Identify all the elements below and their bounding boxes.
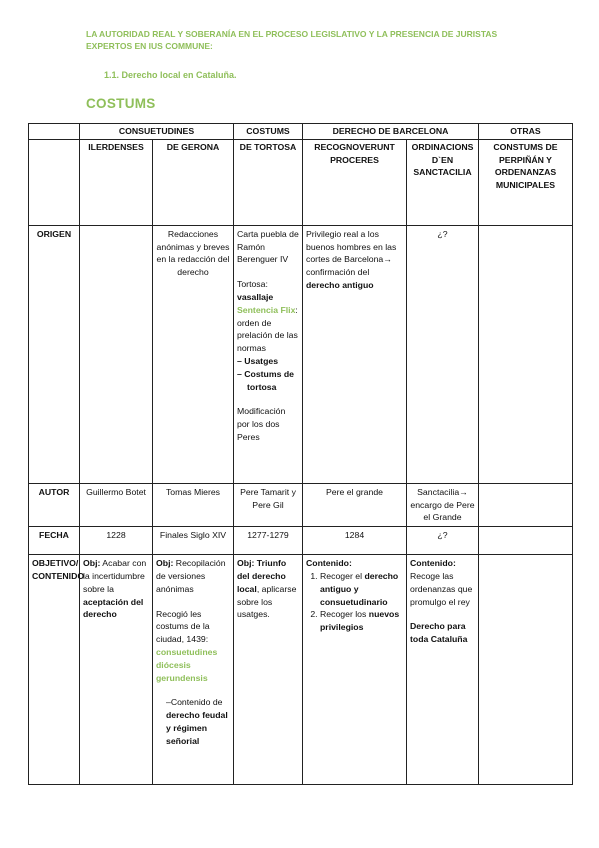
list-item: – Usatges bbox=[237, 355, 279, 366]
row-label-fecha: FECHA bbox=[29, 527, 80, 555]
ordinacions-contenido-heading: Contenido: bbox=[410, 558, 456, 569]
tortosa-carta-puebla: Carta puebla de Ramón Berenguer IV bbox=[237, 228, 299, 265]
cell-fecha-recognoverunt: 1284 bbox=[303, 527, 407, 555]
gerona-obj: Obj: Recopilación de versiones anónimas bbox=[156, 558, 226, 594]
empty-row-label bbox=[29, 139, 80, 225]
gerona-contenido: –Contenido de derecho feudal y régimen señorial bbox=[166, 697, 228, 746]
cell-fecha-tortosa: 1277-1279 bbox=[234, 527, 303, 555]
group-otras: OTRAS bbox=[479, 124, 573, 140]
document-title: LA AUTORIDAD REAL Y SOBERANÍA EN EL PROCESO LEGISLATIVO Y LA PRESENCIA DE JURISTAS EXPERTOS EN IUS COMMUNE: bbox=[86, 29, 498, 51]
col-tortosa: DE TORTOSA bbox=[234, 139, 303, 225]
row-origen bbox=[29, 225, 573, 483]
list-item: 1. Recoger el derecho antiguo y consuetudinario bbox=[320, 570, 403, 608]
cell-fecha-ilerdenses: 1228 bbox=[80, 527, 153, 555]
section-heading: COSTUMS bbox=[86, 96, 156, 111]
cell-objetivo-tortosa: Obj: Triunfo del derecho local, aplicarse sobre los usatges. bbox=[234, 555, 303, 785]
col-recognoverunt: RECOGNOVERUNT PROCERES bbox=[303, 139, 407, 225]
gerona-recopilacion: Recogió les costums de la ciudad, 1439: consuetudines diócesis gerundensis bbox=[156, 608, 218, 683]
recognoverunt-contenido-list bbox=[306, 570, 403, 634]
ordinacions-recoge: Recoge las ordenanzas que promulgo el rey bbox=[410, 570, 473, 607]
row-label-objetivo: OBJETIVO/ CONTENIDO bbox=[29, 555, 80, 785]
cell-autor-tortosa: Pere Tamarit y Pere Gil bbox=[234, 483, 303, 526]
cell-objetivo-ilerdenses: Obj: Acabar con la incertidumbre sobre la aceptación del derecho bbox=[80, 555, 153, 785]
row-objetivo bbox=[29, 555, 573, 785]
cell-origen-ilerdenses bbox=[80, 225, 153, 483]
row-fecha bbox=[29, 527, 573, 555]
cell-origen-recognoverunt: Privilegio real a los buenos hombres en las cortes de Barcelona→ confirmación del derecho antiguo bbox=[303, 225, 407, 483]
cell-autor-recognoverunt: Pere el grande bbox=[303, 483, 407, 526]
cell-autor-gerona: Tomas Mieres bbox=[153, 483, 234, 526]
cell-autor-ordinacions: Sanctacilia→ encargo de Pere el Grande bbox=[407, 483, 479, 526]
cell-objetivo-ordinacions bbox=[407, 555, 479, 785]
tortosa-modificacion: Modificación por los dos Peres bbox=[237, 406, 286, 442]
recognoverunt-contenido-heading: Contenido: bbox=[306, 558, 352, 569]
col-ilerdenses: ILERDENSES bbox=[80, 139, 153, 225]
col-perpinan: CONSTUMS DE PERPIÑÁN Y ORDENANZAS MUNICIPALES bbox=[479, 139, 573, 225]
row-autor bbox=[29, 483, 573, 526]
cell-autor-ilerdenses: Guillermo Botet bbox=[80, 483, 153, 526]
list-item: – Costums de tortosa bbox=[237, 368, 294, 392]
cell-fecha-perpinan bbox=[479, 527, 573, 555]
row-label-origen: ORIGEN bbox=[29, 225, 80, 483]
group-consuetudines: CONSUETUDINES bbox=[80, 124, 234, 140]
cell-objetivo-perpinan bbox=[479, 555, 573, 785]
empty-corner-cell bbox=[29, 124, 80, 140]
row-label-autor: AUTOR bbox=[29, 483, 80, 526]
col-gerona: DE GERONA bbox=[153, 139, 234, 225]
group-barcelona: DERECHO DE BARCELONA bbox=[303, 124, 479, 140]
cell-autor-perpinan bbox=[479, 483, 573, 526]
tortosa-prelacion-list bbox=[237, 355, 299, 393]
group-header-row bbox=[29, 124, 573, 140]
col-ordinacions: ORDINACIONS D`EN SANCTACILIA bbox=[407, 139, 479, 225]
group-costums: COSTUMS bbox=[234, 124, 303, 140]
cell-origen-ordinacions: ¿? bbox=[407, 225, 479, 483]
ordinacions-derecho-cataluna: Derecho para toda Cataluña bbox=[410, 621, 468, 645]
cell-fecha-ordinacions: ¿? bbox=[407, 527, 479, 555]
column-header-row bbox=[29, 139, 573, 225]
subsection-heading: 1.1. Derecho local en Cataluña. bbox=[104, 70, 237, 80]
list-item: 2. Recoger los nuevos privilegios bbox=[320, 608, 403, 634]
cell-fecha-gerona: Finales Siglo XIV bbox=[153, 527, 234, 555]
cell-objetivo-gerona bbox=[153, 555, 234, 785]
cell-origen-tortosa bbox=[234, 225, 303, 483]
costums-table bbox=[28, 123, 573, 785]
tortosa-vasallaje: Tortosa: vasallaje bbox=[237, 279, 274, 302]
tortosa-sentencia-flix: Sentencia Flix: orden de prelación de las normas bbox=[237, 304, 298, 354]
cell-origen-gerona: Redacciones anónimas y breves en la redacción del derecho bbox=[153, 225, 234, 483]
cell-origen-perpinan bbox=[479, 225, 573, 483]
cell-objetivo-recognoverunt bbox=[303, 555, 407, 785]
